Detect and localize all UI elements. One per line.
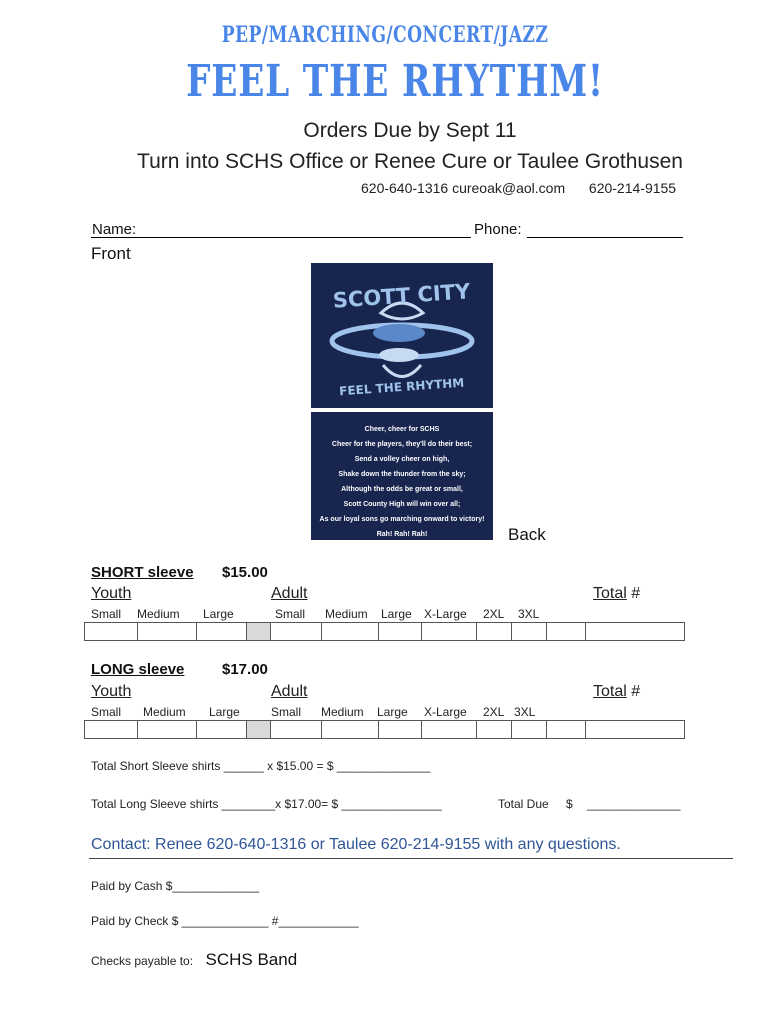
- total-due-field[interactable]: ______________: [587, 797, 681, 811]
- checks-payable-value: SCHS Band: [205, 950, 298, 969]
- short-size-label: Large: [203, 607, 234, 621]
- phone-2: 620-214-9155: [588, 180, 677, 196]
- contact-phones: [361, 180, 676, 196]
- long-adult-label: Adult: [271, 683, 308, 700]
- phone-field[interactable]: [474, 221, 522, 238]
- long-qty-cell-shaded: [247, 721, 271, 739]
- long-qty-cell[interactable]: [271, 721, 322, 739]
- short-sleeve-price: $15.00: [222, 564, 268, 581]
- logo-top-text: SCOTT CITY: [332, 279, 471, 313]
- orders-due-text: Orders Due by Sept 11: [303, 119, 517, 142]
- short-youth-label: Youth: [91, 585, 132, 602]
- short-qty-cell[interactable]: [197, 623, 247, 641]
- long-size-label: Medium: [321, 705, 364, 719]
- long-sleeve-order-grid: [84, 720, 685, 739]
- short-size-label: Medium: [325, 607, 368, 621]
- short-qty-cell[interactable]: [422, 623, 477, 641]
- cheer-line: As our loyal sons go marching onward to victory!: [319, 516, 485, 523]
- long-youth-label: Youth: [91, 683, 132, 700]
- long-sleeve-price: $17.00: [222, 661, 268, 678]
- short-qty-cell[interactable]: [85, 623, 138, 641]
- phone-underline: [527, 237, 683, 238]
- name-label: Name:: [92, 221, 137, 238]
- front-label: Front: [91, 244, 131, 263]
- long-qty-cell[interactable]: [197, 721, 247, 739]
- cheer-line: Cheer for the players, they'll do their best;: [331, 441, 473, 448]
- long-sleeve-title: LONG sleeve: [91, 661, 185, 678]
- long-qty-cell[interactable]: [422, 721, 477, 739]
- long-size-label: Large: [209, 705, 240, 719]
- cheer-line: Scott County High will win over all;: [343, 501, 461, 508]
- shirt-back-cheer: [311, 412, 493, 540]
- logo-graphic: [311, 263, 493, 408]
- header-subtitle: PEP/MARCHING/CONCERT/JAZZ: [221, 22, 549, 48]
- short-size-label: 2XL: [483, 607, 505, 621]
- long-total-cell[interactable]: [586, 721, 685, 739]
- long-size-label: Medium: [143, 705, 186, 719]
- turn-in-text: Turn into SCHS Office or Renee Cure or Taulee Grothusen: [137, 150, 683, 173]
- total-due-label: Total Due: [498, 797, 549, 811]
- long-qty-cell[interactable]: [547, 721, 586, 739]
- back-label: Back: [508, 525, 546, 544]
- cheer-line: Although the odds be great or small,: [341, 486, 463, 493]
- long-qty-cell[interactable]: [322, 721, 379, 739]
- short-sleeve-title: SHORT sleeve: [91, 564, 194, 581]
- long-qty-cell[interactable]: [477, 721, 512, 739]
- logo-bottom-text: FEEL THE RHYTHM: [338, 375, 465, 399]
- name-field[interactable]: [92, 221, 136, 238]
- cheer-line: Cheer, cheer for SCHS: [364, 426, 440, 433]
- long-sleeve-total-line[interactable]: Total Long Sleeve shirts ________x $17.00= $ _______________: [91, 797, 442, 811]
- total-due-dollar: $: [566, 797, 573, 811]
- short-qty-cell[interactable]: [477, 623, 512, 641]
- long-qty-cell[interactable]: [512, 721, 547, 739]
- name-underline: [91, 237, 471, 238]
- checks-payable: [91, 950, 297, 970]
- paid-cash-line[interactable]: Paid by Cash $_____________: [91, 879, 260, 893]
- phone-email-1: 620-640-1316 cureoak@aol.com: [361, 180, 566, 196]
- short-qty-cell[interactable]: [138, 623, 197, 641]
- long-size-label: X-Large: [424, 705, 467, 719]
- short-total-cell[interactable]: [586, 623, 685, 641]
- short-qty-cell[interactable]: [271, 623, 322, 641]
- long-size-label: 2XL: [483, 705, 505, 719]
- short-size-label: X-Large: [424, 607, 467, 621]
- long-qty-cell[interactable]: [138, 721, 197, 739]
- paid-check-line[interactable]: Paid by Check $ _____________ #____________: [91, 914, 359, 928]
- long-size-label: Small: [91, 705, 122, 719]
- short-qty-cell-shaded: [247, 623, 271, 641]
- contact-divider: [89, 858, 733, 859]
- header-title: FEEL THE RHYTHM!: [186, 56, 604, 107]
- short-qty-cell[interactable]: [512, 623, 547, 641]
- long-total-label: Total #: [593, 683, 641, 700]
- short-qty-cell[interactable]: [547, 623, 586, 641]
- cheer-line: Send a volley cheer on high,: [354, 456, 450, 463]
- checks-payable-label: Checks payable to:: [91, 954, 194, 968]
- short-size-label: Large: [381, 607, 412, 621]
- short-adult-label: Adult: [271, 585, 308, 602]
- cheer-line: Shake down the thunder from the sky;: [338, 471, 466, 478]
- long-size-label: 3XL: [514, 705, 536, 719]
- short-size-label: Small: [91, 607, 122, 621]
- short-size-label: Small: [275, 607, 306, 621]
- short-size-label: 3XL: [518, 607, 540, 621]
- long-size-label: Small: [271, 705, 302, 719]
- long-qty-cell[interactable]: [85, 721, 138, 739]
- short-total-label: Total #: [593, 585, 641, 602]
- phone-label: Phone:: [474, 221, 522, 238]
- long-size-label: Large: [377, 705, 408, 719]
- short-qty-cell[interactable]: [379, 623, 422, 641]
- cheer-line: Rah! Rah! Rah!: [376, 531, 428, 538]
- shirt-front-logo: [311, 263, 493, 408]
- short-sleeve-total-line[interactable]: Total Short Sleeve shirts ______ x $15.00 = $ ______________: [91, 759, 431, 773]
- short-qty-cell[interactable]: [322, 623, 379, 641]
- short-sleeve-order-grid: [84, 622, 685, 641]
- contact-note: Contact: Renee 620-640-1316 or Taulee 620-214-9155 with any questions.: [91, 836, 621, 853]
- short-size-label: Medium: [137, 607, 180, 621]
- long-qty-cell[interactable]: [379, 721, 422, 739]
